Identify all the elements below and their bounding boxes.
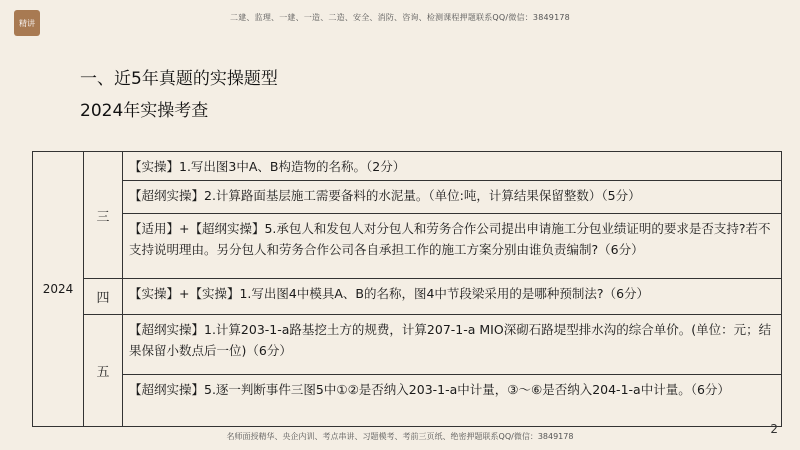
table-row [33, 315, 782, 427]
header-banner: 二建、监理、一建、一造、二造、安全、消防、咨询、检测课程押题联系QQ/微信：3849178 [230, 13, 570, 22]
question-items-cell [123, 315, 782, 427]
footer-banner: 名师面授精华、央企内训、考点串讲、习题模考、考前三页纸、绝密押题联系QQ/微信：3849178 [226, 432, 574, 441]
sub-title: 2024年实操考查 [80, 101, 209, 121]
question-items-cell [123, 152, 782, 279]
question-number-cell: 三 [84, 152, 123, 279]
section-title: 一、近5年真题的实操题型 [80, 69, 278, 89]
question-items-cell [123, 279, 782, 315]
question-item: 【超纲实操】2.计算路面基层施工需要备料的水泥量。（单位:吨，计算结果保留整数）（5分） [123, 181, 781, 214]
question-item: 【适用】+【超纲实操】5.承包人和发包人对分包人和劳务合作公司提出申请施工分包业绩证明的要求是否支持?若不支持说明理由。另分包人和劳务合作公司各自承担工作的施工方案分别由谁负责编制?（6分） [129, 221, 771, 257]
question-item: 【实操】+【实操】1.写出图4中模具A、B的名称，图4中节段梁采用的是哪种预制法?（6分） [129, 286, 650, 301]
question-item: 【超纲实操】1.计算203-1-a路基挖土方的规费，计算207-1-a MIO深砌石路堤型排水沟的综合单价。(单位：元；结果保留小数点后一位)（6分） [123, 315, 781, 375]
page-number: 2 [770, 422, 778, 436]
table-row [33, 152, 782, 279]
question-number-cell: 四 [84, 279, 123, 315]
question-item: 【实操】1.写出图3中A、B构造物的名称。（2分） [123, 152, 781, 181]
question-number-cell: 五 [84, 315, 123, 427]
table-row [33, 279, 782, 315]
brand-logo: 精讲 [14, 10, 40, 36]
exam-question-table [32, 151, 782, 427]
question-item: 【超纲实操】5.逐一判断事件三图5中①②是否纳入203-1-a中计量，③～⑥是否纳入204-1-a中计量。（6分） [129, 382, 730, 397]
year-cell: 2024 [33, 152, 84, 427]
